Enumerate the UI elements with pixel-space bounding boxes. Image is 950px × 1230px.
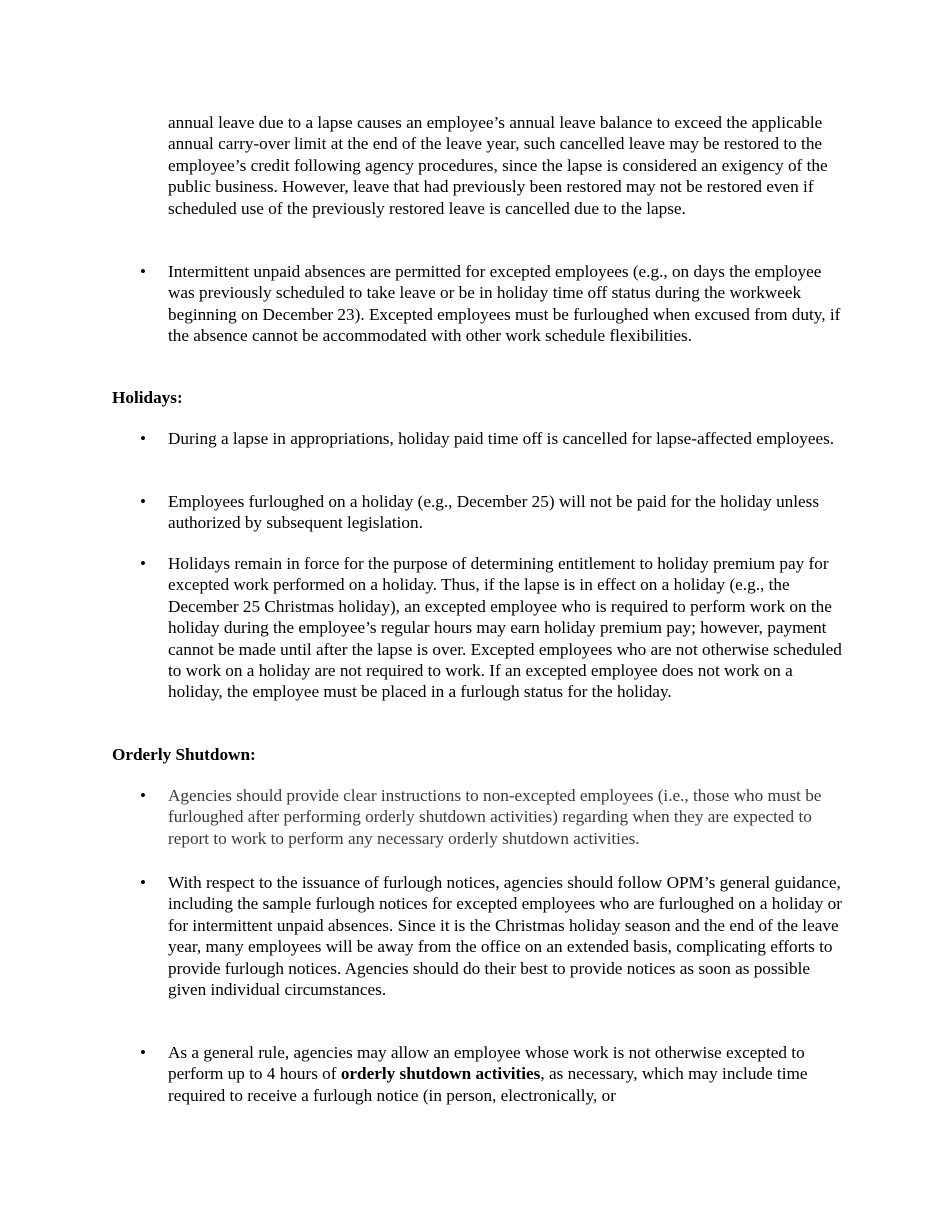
bullet-marker: • [140, 429, 146, 448]
orderly-shutdown-activities-term: orderly shutdown activities [340, 1064, 541, 1084]
bullet-marker: • [140, 492, 146, 511]
bullet-text: Agencies should provide clear instructions to non-excepted employees (i.e., those who must be furloughed after performing orderly shutdown activities) regarding when they are expected to report to work to perform any necessary orderly shutdown activities. [168, 786, 822, 848]
bullet-marker: • [140, 786, 146, 805]
bullet-text: Intermittent unpaid absences are permitted for excepted employees (e.g., on days the employee was previously scheduled to take leave or be in holiday time off status during the workweek beginning on December 23). Excepted employees must be furloughed when excused from duty, if the absence cannot be accommodated with other work schedule flexibilities. [168, 262, 841, 346]
bullet-text [168, 1042, 850, 1106]
bullet-text-part: As a general rule, agencies may allow an employee whose work is not otherwise excepted to perform up to 4 hours of [168, 1043, 805, 1084]
bullet-text: With respect to the issuance of furlough notices, agencies should follow OPM’s general guidance, including the sample furlough notices for excepted employees who are furloughed on a holiday or for intermittent unpaid absences. Since it is the Christmas holiday season and the end of the leave year, many employees will be away from the office on an extended basis, complicating efforts to provide furlough notices. Agencies should do their best to provide notices as soon as possible given individual circumstances. [168, 873, 842, 1000]
bullet-text: Holidays remain in force for the purpose of determining entitlement to holiday premium pay for excepted work performed on a holiday. Thus, if the lapse is in effect on a holiday (e.g., the December 25 Christmas holiday), an excepted employee who is required to perform work on the holiday during the employee’s regular hours may earn holiday premium pay; however, payment cannot be made until after the lapse is over. Excepted employees who are not otherwise scheduled to work on a holiday are not required to work. If an excepted employee does not work on a holiday, the employee must be placed in a furlough status for the holiday. [168, 554, 842, 702]
continuation-paragraph: annual leave due to a lapse causes an employee’s annual leave balance to exceed the applicable annual carry-over limit at the end of the leave year, such cancelled leave may be restored to the employee’s credit following agency procedures, since the lapse is considered an exigency of the public business. However, leave that had previously been restored may not be restored even if scheduled use of the previously restored leave is cancelled due to the lapse. [168, 113, 828, 218]
holidays-heading: Holidays: [112, 388, 183, 407]
bullet-marker: • [140, 554, 146, 573]
bullet-marker: • [140, 1043, 146, 1062]
bullet-text: Employees furloughed on a holiday (e.g., December 25) will not be paid for the holiday unless authorized by subsequent legislation. [168, 492, 820, 533]
bullet-text-part: , as necessary, which may include time required to receive a furlough notice (in person, electronically, or [168, 1064, 808, 1105]
bullet-marker: • [140, 262, 146, 281]
orderly-shutdown-heading: Orderly Shutdown: [112, 745, 256, 764]
bullet-text: During a lapse in appropriations, holiday paid time off is cancelled for lapse-affected employees. [168, 429, 835, 448]
bullet-marker: • [140, 873, 146, 892]
